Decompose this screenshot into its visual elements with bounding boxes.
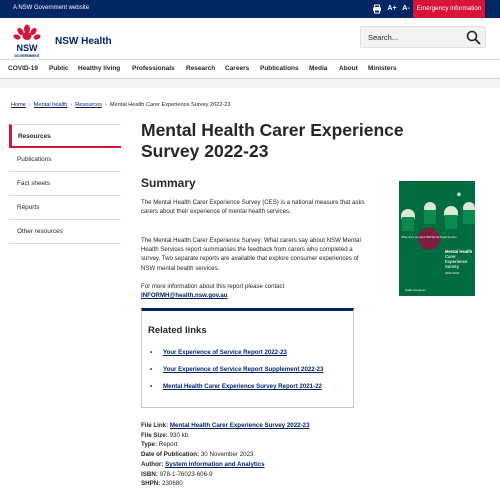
summary-paragraph: The Mental Health Carer Experience Survey: What carers say about NSW Mental Health Services report summarises the feedback from carers who completed a survey. Two separate reports are available that explore consumer experiences of NSW mental health services. — [141, 237, 361, 272]
brand-name[interactable]: NSW Health — [55, 36, 112, 47]
bullet: • — [150, 383, 153, 390]
font-decrease-button[interactable]: A- — [402, 5, 410, 12]
sidebar-item-resources[interactable]: Resources — [9, 124, 121, 148]
svg-text:❀: ❀ — [456, 192, 462, 198]
sidebar-item-other-resources[interactable]: Other resources — [9, 220, 121, 244]
meta-label: Date of Publication: — [141, 451, 200, 459]
related-link-item — [150, 349, 287, 356]
meta-shpn — [141, 479, 310, 489]
contact-text: For more information about this report please contact — [141, 283, 285, 290]
meta-author — [141, 460, 310, 470]
contact-email-link[interactable]: INFORMH@health.nsw.gov.au — [141, 292, 228, 300]
related-link[interactable]: Your Experience of Service Report Supplement 2022-23 — [163, 366, 324, 373]
nsw-government-logo[interactable] — [10, 24, 44, 60]
related-link[interactable]: Mental Health Carer Experience Survey Report 2021-22 — [163, 383, 322, 390]
search-placeholder: Search... — [368, 33, 399, 42]
logo-subtext: GOVERNMENT — [14, 54, 40, 58]
sidebar-item-publications[interactable]: Publications — [9, 148, 121, 172]
font-increase-button[interactable]: A+ — [387, 5, 397, 12]
printer-icon[interactable] — [372, 4, 382, 14]
waratah-flower-icon — [10, 24, 44, 60]
report-cover-image[interactable] — [399, 181, 475, 296]
file-download-link[interactable]: Mental Health Carer Experience Survey 2022-23 — [169, 422, 310, 429]
sidebar-item-fact-sheets[interactable]: Fact sheets — [9, 172, 121, 196]
main-navigation — [0, 60, 500, 79]
meta-label: Author: — [141, 460, 164, 468]
nav-item-research[interactable]: Research — [186, 65, 216, 72]
meta-label: File Link: — [141, 422, 169, 429]
meta-isbn — [141, 470, 310, 480]
related-link[interactable]: Your Experience of Service Report 2022-23 — [163, 349, 287, 356]
cover-title-line: Survey — [445, 264, 459, 269]
author-link[interactable]: System Information and Analytics — [165, 460, 265, 468]
search-input[interactable] — [360, 26, 486, 48]
logo-text: NSW — [16, 43, 38, 53]
related-link-item — [150, 383, 322, 390]
meta-label: SHPN: — [141, 480, 161, 488]
cover-title-line: Mental Health — [445, 249, 473, 254]
bullet: • — [150, 366, 153, 373]
cover-footer: health.nsw.gov.au — [405, 289, 426, 292]
meta-label: File Size: — [141, 431, 168, 439]
meta-value: 30 November 2023 — [200, 451, 254, 459]
nav-item-about[interactable]: About — [339, 65, 358, 72]
gov-site-label: A NSW Government website — [13, 5, 90, 11]
breadcrumb-separator: › — [28, 102, 31, 108]
cover-badge-text: What carers say about NSW Mental Health Services — [401, 236, 457, 239]
nav-item-publications[interactable]: Publications — [260, 65, 299, 72]
nav-item-media[interactable]: Media — [309, 65, 328, 72]
meta-value: 230680 — [162, 480, 183, 488]
cover-year: 2022-2023 — [445, 271, 460, 275]
nav-item-healthy-living[interactable]: Healthy living — [78, 65, 121, 72]
meta-value: Report — [158, 441, 178, 449]
meta-file-size — [141, 431, 310, 441]
site-header — [0, 18, 500, 60]
meta-value: 930 kb — [169, 431, 189, 439]
government-bar — [0, 0, 500, 18]
meta-type — [141, 440, 310, 450]
search-icon[interactable] — [466, 30, 481, 45]
breadcrumb-mental-health[interactable]: Mental health — [33, 102, 68, 108]
nav-item-ministers[interactable]: Ministers — [368, 65, 397, 72]
sidebar-nav — [9, 124, 121, 244]
report-cover-art — [399, 181, 475, 296]
meta-value: 978-1-76023-606-9 — [159, 470, 213, 478]
breadcrumb-separator: › — [70, 102, 73, 108]
meta-label: Type: — [141, 441, 158, 449]
related-links-heading: Related links — [148, 325, 207, 336]
nav-item-professionals[interactable]: Professionals — [132, 65, 175, 72]
nav-item-careers[interactable]: Careers — [225, 65, 250, 72]
breadcrumb-current: Mental Health Carer Experience Survey 2022-23 — [109, 102, 231, 108]
breadcrumb-resources[interactable]: Resources — [75, 102, 103, 108]
nav-divider-band — [0, 79, 500, 88]
bullet: • — [150, 349, 153, 356]
breadcrumb-home[interactable]: Home — [11, 102, 26, 108]
breadcrumb-separator: › — [105, 102, 107, 108]
document-metadata — [141, 421, 310, 489]
sidebar-item-reports[interactable]: Reports — [9, 196, 121, 220]
cover-title-line: Carer — [445, 254, 456, 259]
related-links-box — [141, 308, 354, 408]
meta-publication-date — [141, 450, 310, 460]
meta-file-link — [141, 421, 310, 431]
nav-item-public[interactable]: Public — [49, 65, 69, 72]
emergency-information-button[interactable]: Emergency information — [413, 0, 485, 18]
related-link-item — [150, 366, 323, 373]
summary-heading: Summary — [141, 176, 196, 190]
contact-paragraph — [141, 282, 371, 300]
page-title: Mental Health Carer Experience Survey 2022-23 — [141, 120, 404, 161]
breadcrumb — [11, 102, 231, 108]
cover-title-line: Experience — [445, 259, 468, 264]
meta-label: ISBN: — [141, 470, 158, 478]
nav-item-covid-19[interactable]: COVID-19 — [8, 65, 38, 72]
summary-paragraph: The Mental Health Carer Experience Survey (CES) is a national measure that asks carers about their experience of mental health services. — [141, 199, 365, 216]
